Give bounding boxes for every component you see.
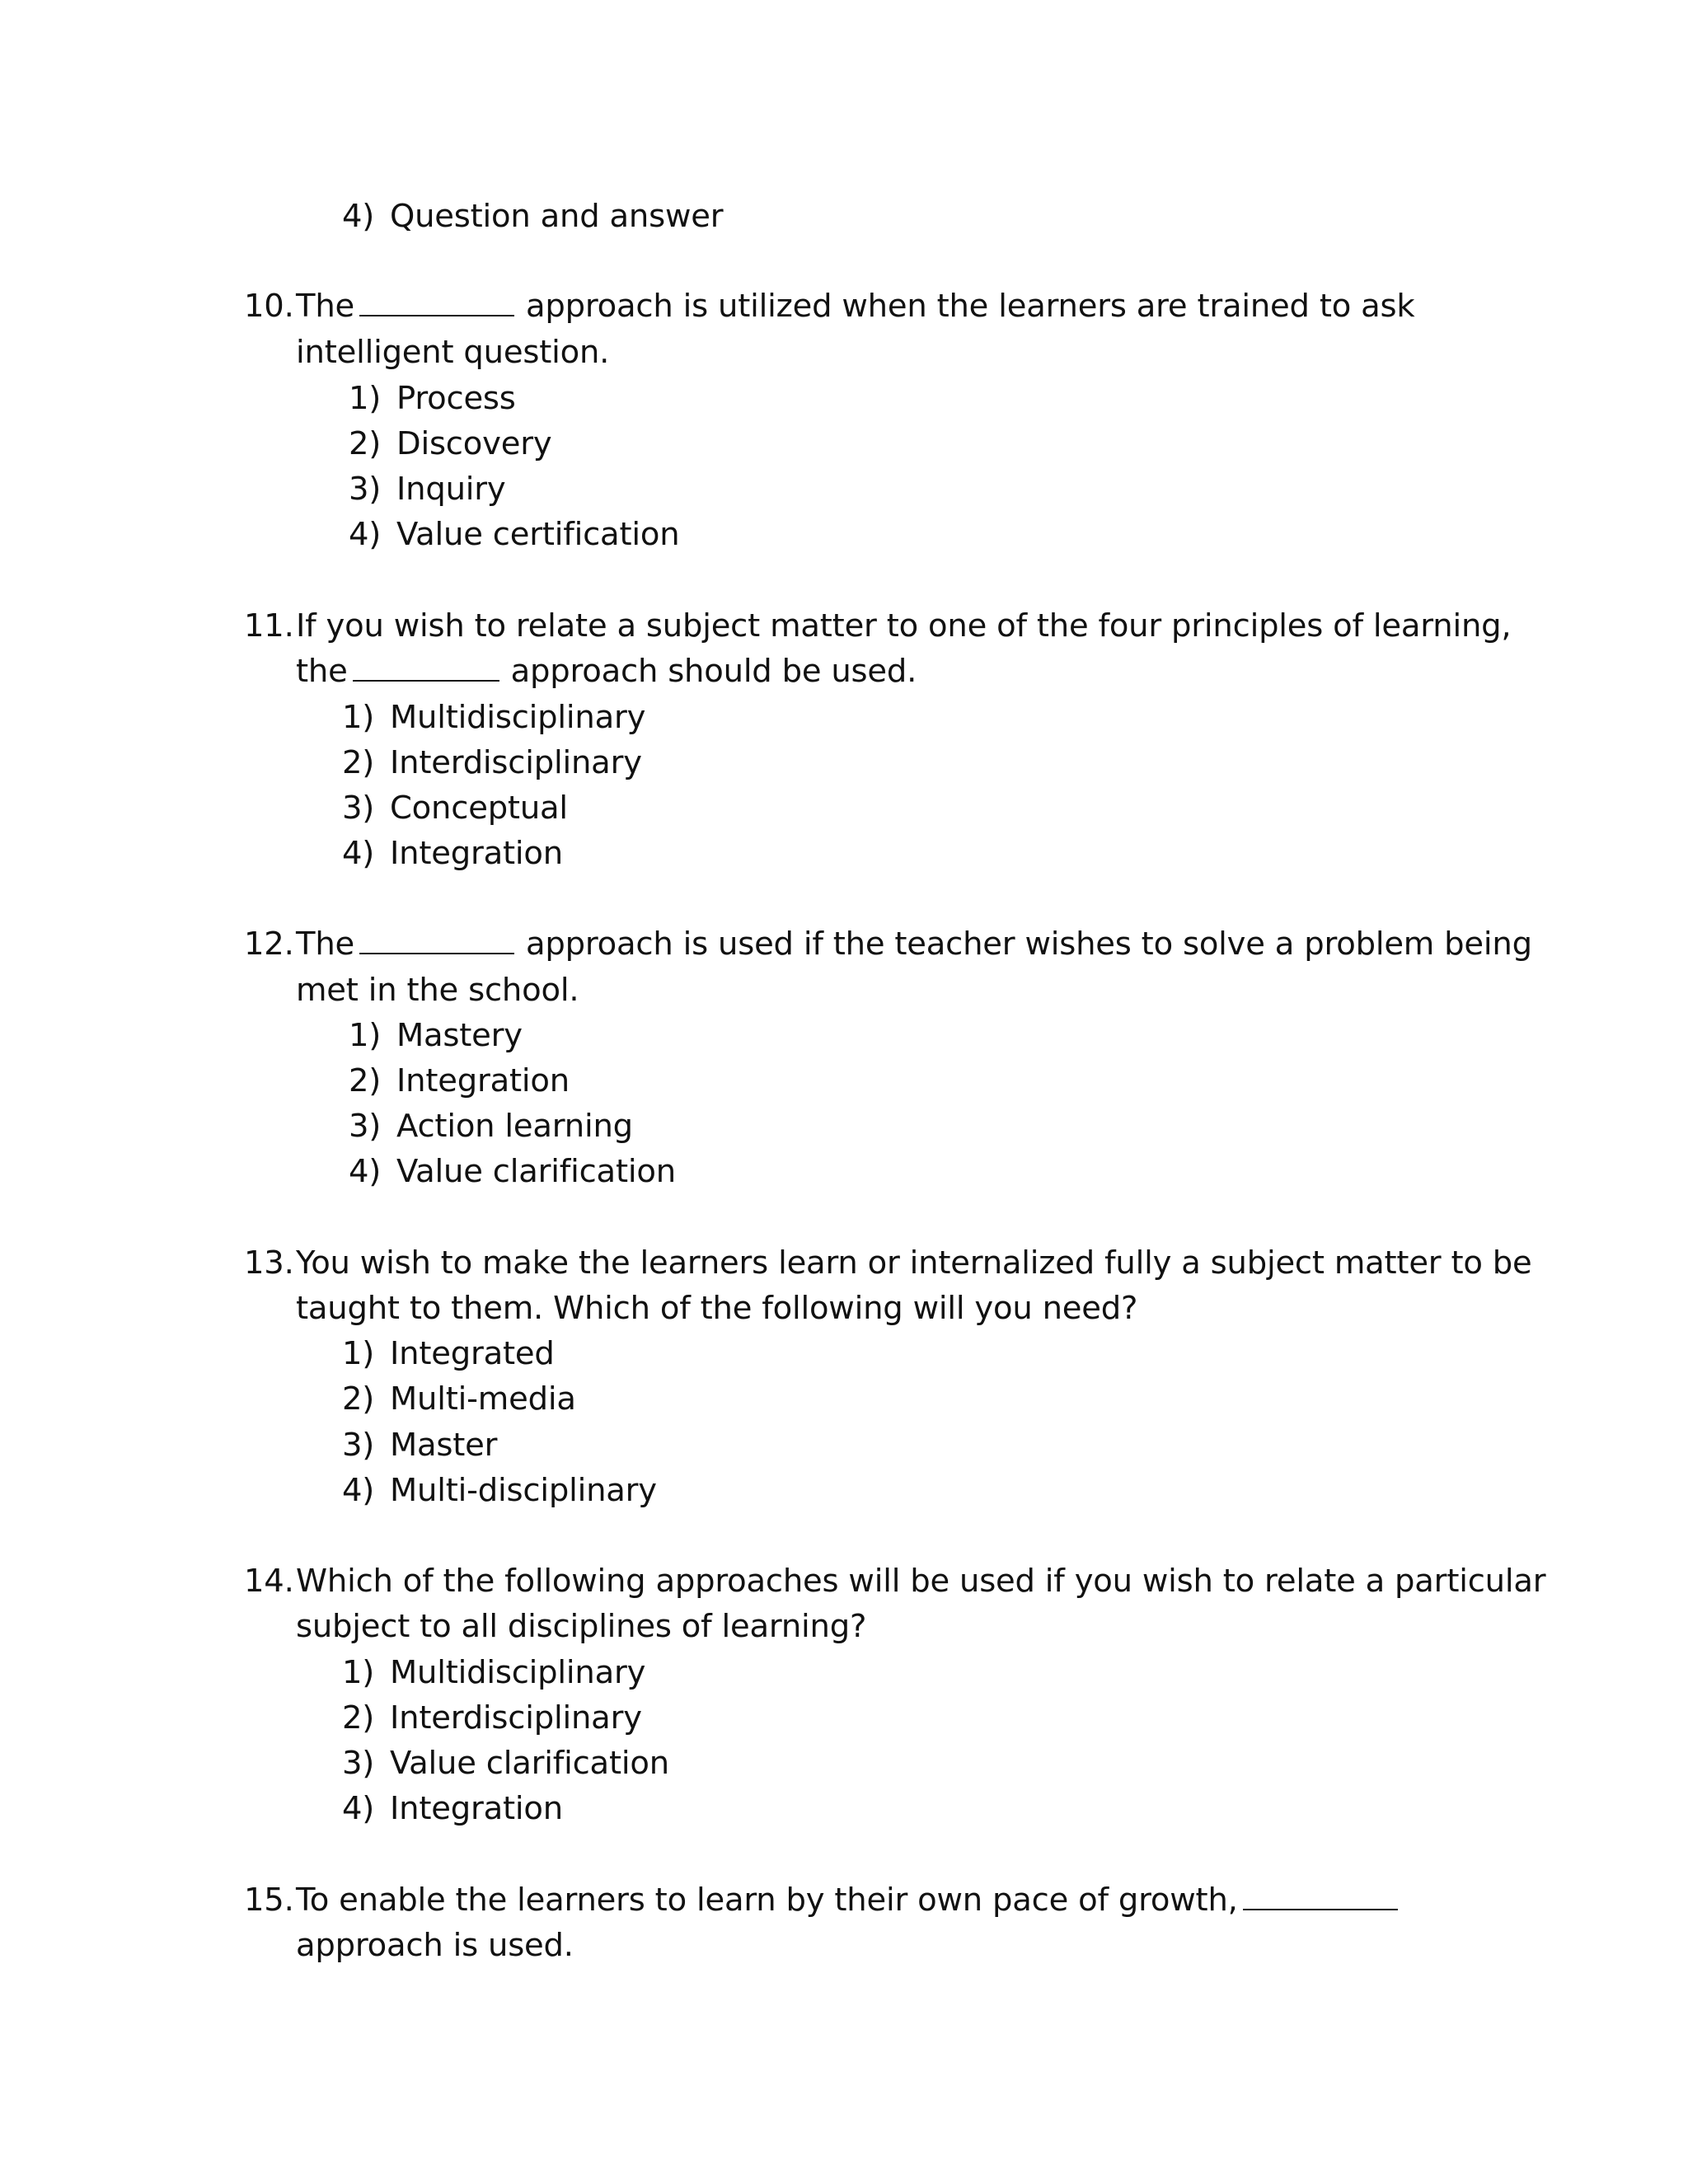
question-11-line-1	[244, 607, 1511, 645]
answer-blank	[359, 290, 514, 316]
option-text: Value clarification	[390, 1745, 669, 1782]
list-item	[342, 1335, 555, 1373]
question-text: The	[296, 288, 355, 325]
option-text: Integration	[396, 1062, 570, 1099]
option-text: Multi-media	[390, 1380, 576, 1418]
question-13-line-2: taught to them. Which of the following will you need?	[296, 1290, 1138, 1327]
option-number: 1)	[342, 1335, 375, 1372]
option-number: 1)	[342, 699, 375, 736]
question-number: 14.	[244, 1563, 294, 1600]
option-text: Integration	[390, 1790, 563, 1827]
question-12-line-1	[244, 926, 1532, 963]
question-14-line-2: subject to all disciplines of learning?	[296, 1608, 867, 1645]
list-item	[349, 425, 551, 463]
option-number: 1)	[349, 1017, 382, 1054]
question-text: the	[296, 653, 348, 690]
option-text: Value clarification	[396, 1153, 676, 1190]
question-10-line-1	[244, 288, 1414, 326]
list-item	[349, 1017, 523, 1055]
question-text: approach should be used.	[510, 653, 917, 690]
question-number: 10.	[244, 288, 294, 325]
question-13-line-1	[244, 1244, 1532, 1282]
option-text: Value certification	[396, 516, 680, 553]
option-number: 1)	[349, 380, 382, 417]
question-number: 15.	[244, 1882, 294, 1919]
option-number: 4)	[349, 516, 382, 553]
option-text: Interdisciplinary	[390, 744, 642, 781]
option-text: Interdisciplinary	[390, 1699, 642, 1736]
question-15-line-2: approach is used.	[296, 1927, 574, 1964]
question-text: approach is used if the teacher wishes to solve a problem being	[526, 926, 1532, 963]
question-14-line-1	[244, 1563, 1545, 1601]
list-item	[342, 1790, 563, 1828]
list-item	[342, 744, 642, 782]
list-item	[349, 471, 506, 509]
question-number: 11.	[244, 607, 294, 644]
option-text: Conceptual	[390, 790, 568, 827]
option-text: Master	[390, 1427, 498, 1464]
option-number: 2)	[349, 425, 382, 462]
option-text: Multi-disciplinary	[390, 1472, 657, 1509]
option-number: 2)	[342, 1380, 375, 1418]
list-item	[342, 1472, 657, 1510]
question-15-line-1	[244, 1882, 1409, 1919]
list-item	[342, 790, 568, 827]
option-number: 3)	[349, 1108, 382, 1145]
option-number: 3)	[342, 790, 375, 827]
option-text: Multidisciplinary	[390, 699, 646, 736]
list-item	[349, 1153, 676, 1191]
option-text: Inquiry	[396, 471, 506, 508]
option-number: 3)	[342, 1745, 375, 1782]
answer-blank	[353, 655, 499, 682]
option-text: Mastery	[396, 1017, 523, 1054]
option-text: Multidisciplinary	[390, 1654, 646, 1691]
question-10-line-2: intelligent question.	[296, 334, 610, 371]
list-item	[342, 198, 723, 236]
list-item	[342, 699, 645, 737]
list-item	[349, 1108, 633, 1146]
option-number: 2)	[342, 744, 375, 781]
option-number: 4)	[349, 1153, 382, 1190]
list-item	[349, 516, 679, 554]
question-text: You wish to make the learners learn or internalized fully a subject matter to be	[296, 1244, 1532, 1282]
question-text: The	[296, 926, 355, 963]
option-text: Integration	[390, 835, 563, 872]
option-text: Question and answer	[390, 198, 724, 235]
option-number: 1)	[342, 1654, 375, 1691]
question-text: Which of the following approaches will be used if you wish to relate a particular	[296, 1563, 1546, 1600]
question-text: To enable the learners to learn by their own pace of growth,	[296, 1882, 1238, 1919]
list-item	[342, 835, 563, 873]
option-number: 2)	[342, 1699, 375, 1736]
list-item	[342, 1427, 497, 1465]
question-12-line-2: met in the school.	[296, 972, 579, 1009]
answer-blank	[359, 928, 514, 954]
list-item	[349, 1062, 570, 1100]
option-text: Discovery	[396, 425, 552, 462]
question-number: 13.	[244, 1244, 294, 1282]
answer-blank	[1243, 1884, 1398, 1910]
option-number: 2)	[349, 1062, 382, 1099]
option-text: Action learning	[396, 1108, 633, 1145]
list-item	[342, 1699, 642, 1737]
option-number: 4)	[342, 835, 375, 872]
option-text: Process	[396, 380, 516, 417]
question-number: 12.	[244, 926, 294, 963]
option-number: 4)	[342, 1790, 375, 1827]
list-item	[349, 380, 516, 418]
option-number: 3)	[342, 1427, 375, 1464]
question-11-line-2	[296, 653, 917, 691]
list-item	[342, 1380, 576, 1418]
question-text: If you wish to relate a subject matter to one of the four principles of learning,	[296, 607, 1512, 644]
question-text: approach is utilized when the learners are trained to ask	[526, 288, 1415, 325]
list-item	[342, 1745, 669, 1783]
list-item	[342, 1654, 645, 1692]
option-number: 4)	[342, 198, 375, 235]
option-number: 3)	[349, 471, 382, 508]
option-text: Integrated	[390, 1335, 555, 1372]
option-number: 4)	[342, 1472, 375, 1509]
